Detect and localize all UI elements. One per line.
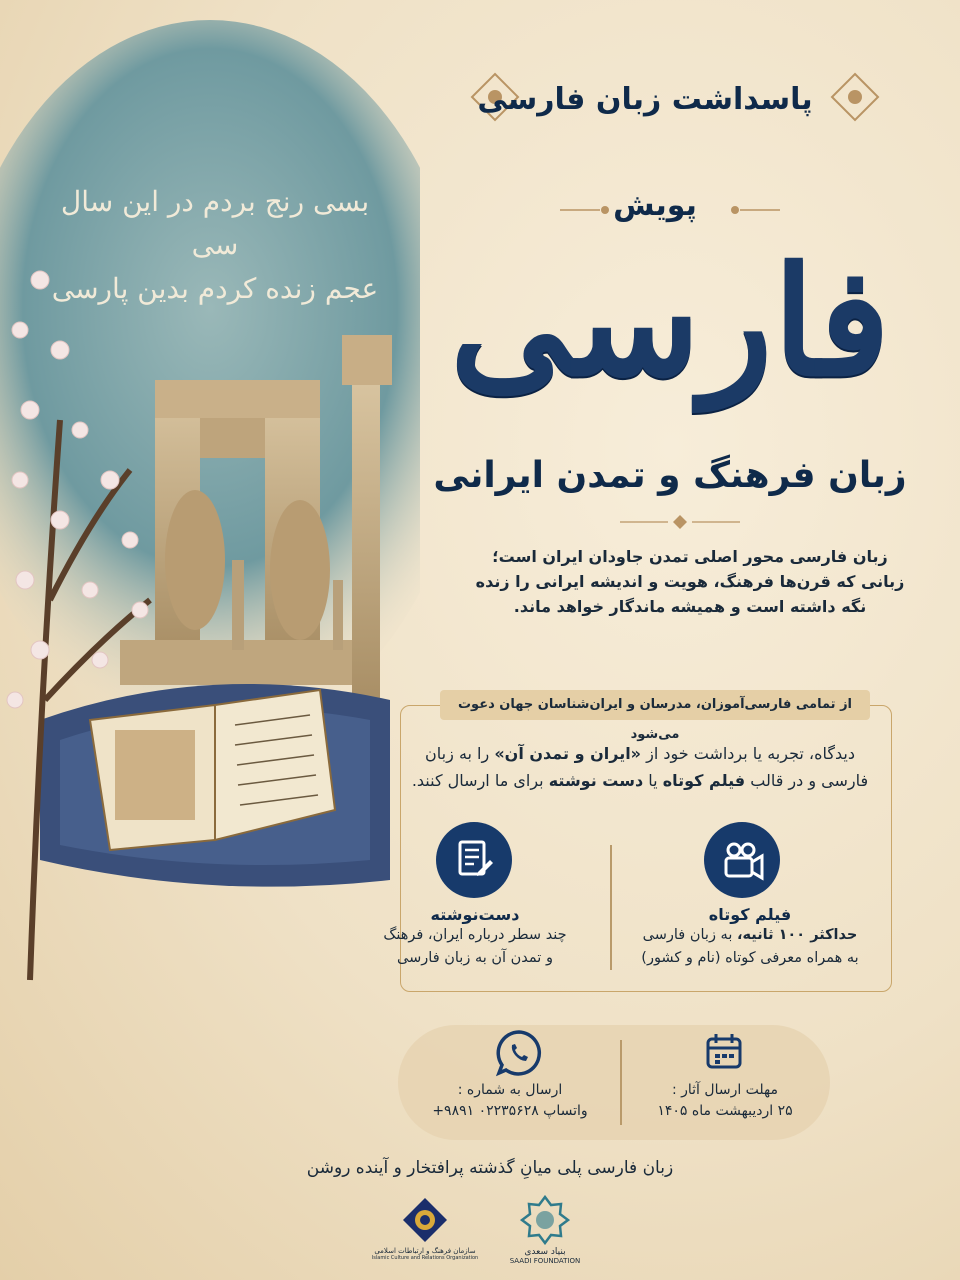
saadi-foundation-logo <box>520 1195 570 1245</box>
writing-card-title: دست‌نوشته <box>430 905 520 924</box>
poem <box>50 180 380 310</box>
icro-logo-fa: سازمان فرهنگ و ارتباطات اسلامی <box>374 1247 476 1255</box>
whatsapp-info <box>410 1080 610 1122</box>
campaign-subtitle: زبان فرهنگ و تمدن ایرانی <box>433 455 907 496</box>
writing-card <box>360 905 590 970</box>
poem-line-2: عجم زنده کردم بدین پارسی <box>51 271 379 305</box>
campaign-word: فارسی <box>449 234 891 410</box>
writing-card-line-2: و تمدن آن به زبان فارسی <box>397 950 553 967</box>
film-card-title: فیلم کوتاه <box>708 905 792 924</box>
info-divider <box>620 1040 622 1125</box>
call-to-action <box>405 740 875 794</box>
writing-card-line-1: چند سطر درباره ایران، فرهنگ <box>383 927 567 943</box>
intro-line-2: زبانی که قرن‌ها فرهنگ، هویت و اندیشه ایرانی را زنده <box>475 571 905 591</box>
page-title: پاسداشت زبان فارسی <box>477 82 813 117</box>
film-card <box>615 905 885 970</box>
poem-line-1: بسی رنج بردم در این سال سی <box>60 185 370 262</box>
film-card-line-1 <box>615 924 885 947</box>
call-text-d: برای ما ارسال کنند. <box>411 771 544 791</box>
call-text-b: را به زبان <box>425 744 490 763</box>
whatsapp-label: ارسال به شماره : <box>457 1082 563 1098</box>
intro-line-3: نگه داشته است و همیشه ماندگار خواهد ماند. <box>513 596 867 616</box>
film-card-max: حداکثر ۱۰۰ ثانیه، <box>736 927 858 943</box>
deadline-info <box>630 1080 820 1122</box>
small-divider-icon <box>620 512 740 532</box>
saadi-logo-caption <box>495 1247 595 1265</box>
saadi-logo-fa: بنیاد سعدی <box>524 1247 566 1257</box>
intro-line-1: زبان فارسی محور اصلی تمدن جاودان ایران است؛ <box>492 547 888 566</box>
icro-logo-en: Islamic Culture and Relations Organization <box>371 1255 479 1261</box>
calendar-icon <box>702 1030 746 1074</box>
call-line-1 <box>405 740 875 767</box>
call-or: یا <box>648 771 658 791</box>
deadline-date: ۲۵ اردیبهشت ماه ۱۴۰۵ <box>657 1103 793 1119</box>
call-line-2 <box>405 767 875 794</box>
document-pen-icon <box>436 822 512 898</box>
icro-logo <box>400 1195 450 1245</box>
film-card-language: به زبان فارسی <box>642 927 733 943</box>
call-text-a: دیدگاه، تجربه یا برداشت خود از <box>646 744 855 763</box>
deadline-label: مهلت ارسال آثار : <box>671 1082 779 1098</box>
call-text-c: فارسی و در قالب <box>750 771 869 791</box>
whatsapp-number[interactable]: واتساپ ۰۲۲۳۵۶۲۸ ۹۸۹۱+ <box>432 1103 588 1119</box>
film-card-line-2: به همراه معرفی کوتاه (نام و کشور) <box>641 950 859 967</box>
call-handwritten: دست نوشته <box>548 771 644 791</box>
intro-text <box>470 545 910 619</box>
card-divider <box>610 845 612 970</box>
icro-logo-caption <box>365 1247 485 1261</box>
persepolis-illustration <box>0 0 420 1000</box>
call-topic: «ایران و تمدن آن» <box>494 744 642 763</box>
video-camera-icon <box>704 822 780 898</box>
whatsapp-icon[interactable] <box>494 1028 544 1078</box>
motto: زبان فارسی پلی میانِ گذشته پرافتخار و آینده روشن <box>306 1158 674 1178</box>
ornament-right-icon <box>830 72 880 122</box>
invite-banner: از تمامی فارسی‌آموزان، مدرسان و ایران‌شناسان جهان دعوت می‌شود <box>440 690 870 720</box>
campaign-label: پویش <box>613 188 697 223</box>
call-film: فیلم کوتاه <box>662 771 746 791</box>
saadi-logo-en: SAADI FOUNDATION <box>509 1257 581 1265</box>
